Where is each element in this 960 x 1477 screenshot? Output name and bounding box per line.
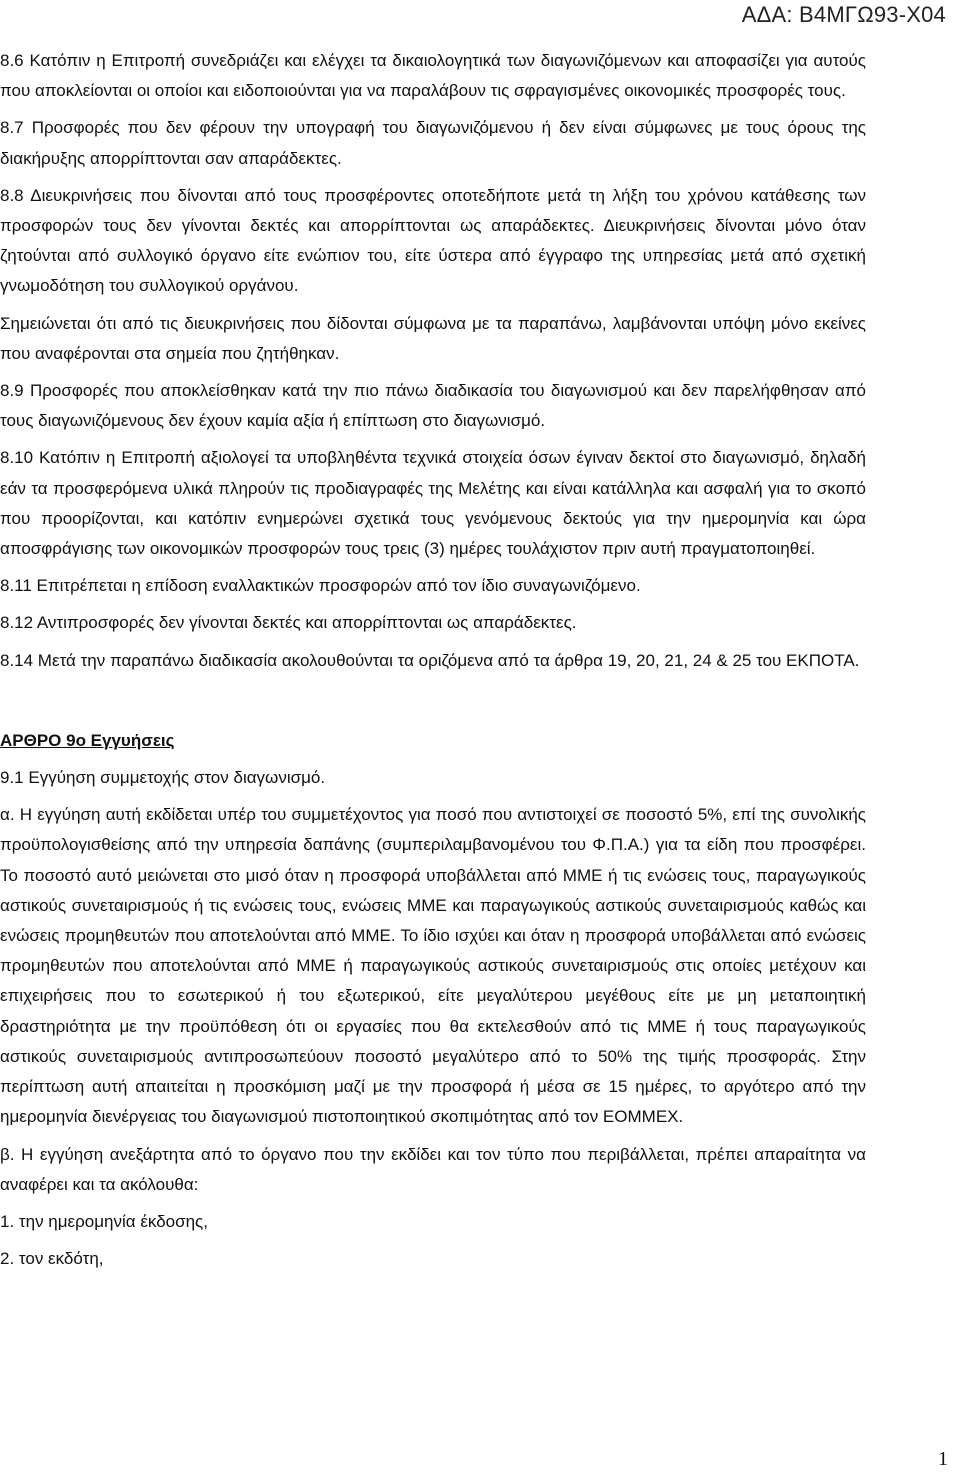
- paragraph-8-12: 8.12 Αντιπροσφορές δεν γίνονται δεκτές και απορρίπτονται ως απαράδεκτες.: [0, 613, 577, 633]
- document-body: [0, 46, 866, 1274]
- list-item-1: 1. την ημερομηνία έκδοσης,: [0, 1211, 208, 1231]
- paragraph-beta: β. Η εγγύηση ανεξάρτητα από το όργανο που την εκδίδει και τον τύπο που περιβάλλεται, πρέπει απαραίτητα να αναφέρει και τα ακόλουθα:: [0, 1144, 866, 1194]
- paragraph-8-8-note: Σημειώνεται ότι από τις διευκρινήσεις που δίδονται σύμφωνα με τα παραπάνω, λαμβάνονται υπόψη μόνο εκείνες που αναφέρονται στα σημεία που ζητήθηκαν.: [0, 313, 866, 363]
- paragraph-8-11: 8.11 Επιτρέπεται η επίδοση εναλλακτικών προσφορών από τον ίδιο συναγωνιζόμενο.: [0, 576, 641, 596]
- paragraph-8-10: 8.10 Κατόπιν η Επιτροπή αξιολογεί τα υποβληθέντα τεχνικά στοιχεία όσων έγιναν δεκτοί στο διαγωνισμό, δηλαδή εάν τα προσφερόμενα υλικά πληρούν τις προδιαγραφές της Μελέτης και είναι κατάλληλα και ασφαλή για το σκοπό που προορίζονται, και κατόπιν ενημερώνει σχετικά τους γενόμενους δεκτούς για την ημερομηνία και ώρα αποσφράγισης των οικονομικών προσφορών τους τρεις (3) ημέρες τουλάχιστον πριν αυτή πραγματοποιηθεί.: [0, 448, 866, 559]
- page-number: 1: [938, 1448, 948, 1470]
- paragraph-8-7: 8.7 Προσφορές που δεν φέρουν την υπογραφή του διαγωνιζόμενου ή δεν είναι σύμφωνες με τους όρους της διακήρυξης απορρίπτονται σαν απαράδεκτες.: [0, 118, 866, 168]
- article-9-heading: ΑΡΘΡΟ 9ο Εγγυήσεις: [0, 730, 175, 750]
- paragraph-alpha: α. Η εγγύηση αυτή εκδίδεται υπέρ του συμμετέχοντος για ποσό που αντιστοιχεί σε ποσοστό 5%, επί της συνολικής προϋπολογισθείσης από την υπηρεσία δαπάνης (συμπεριλαμβανομένου του Φ.Π.Α.) για τα είδη που προσφέρει. Το ποσοστό αυτό μειώνεται στο μισό όταν η προσφορά υποβάλλεται από ΜΜΕ ή τις ενώσεις τους, παραγωγικούς αστικούς συνεταιρισμούς ή τις ενώσεις τους, ενώσεις ΜΜΕ και παραγωγικούς αστικούς συνεταιρισμούς καθώς και ενώσεις προμηθευτών που αποτελούνται από ΜΜΕ. Το ίδιο ισχύει και όταν η προσφορά υποβάλλεται από ενώσεις προμηθευτών που αποτελούνται από ΜΜΕ ή παραγωγικούς αστικούς συνεταιρισμούς στις οποίες μετέχουν και επιχειρήσεις που το εσωτερικού ή του εξωτερικού, είτε μεγαλύτερου μεγέθους είτε με μη μεταποιητική δραστηριότητα με την προϋπόθεση ότι οι εργασίες που θα εκτελεσθούν από τις ΜΜΕ ή τους παραγωγικούς αστικούς συνεταιρισμούς αντιπροσωπεύουν ποσοστό μεγαλύτερο από το 50% της τιμής προσφοράς. Στην περίπτωση αυτή απαιτείται η προσκόμιση μαζί με την προσφορά ή μέσα σε 15 ημέρες, το αργότερο από την ημερομηνία διενέργειας του διαγωνισμού πιστοποιητικού σκοπιμότητας από τον ΕΟΜΜΕΧ.: [0, 805, 866, 1127]
- list-item-2: 2. τον εκδότη,: [0, 1249, 104, 1269]
- paragraph-9-1: 9.1 Εγγύηση συμμετοχής στον διαγωνισμό.: [0, 768, 326, 788]
- paragraph-8-14: 8.14 Μετά την παραπάνω διαδικασία ακολουθούνται τα οριζόμενα από τα άρθρα 19, 20, 21, 24 & 25 του ΕΚΠΟΤΑ.: [0, 650, 860, 670]
- paragraph-8-8: 8.8 Διευκρινήσεις που δίνονται από τους προσφέροντες οποτεδήποτε μετά τη λήξη του χρόνου κατάθεσης των προσφορών τους δεν γίνονται δεκτές και απορρίπτονται ως απαράδεκτες. Διευκρινήσεις δίνονται μόνο όταν ζητούνται από συλλογικό όργανο είτε ενώπιον του, είτε ύστερα από έγγραφο της υπηρεσίας μετά από σχετική γνωμοδότηση του συλλογικού οργάνου.: [0, 185, 866, 296]
- paragraph-8-9: 8.9 Προσφορές που αποκλείσθηκαν κατά την πιο πάνω διαδικασία του διαγωνισμού και δεν παρελήφθησαν από τους διαγωνιζόμενους δεν έχουν καμία αξία ή επίπτωση στο διαγωνισμό.: [0, 381, 866, 431]
- paragraph-8-6: 8.6 Κατόπιν η Επιτροπή συνεδριάζει και ελέγχει τα δικαιολογητικά των διαγωνιζόμενων και αποφασίζει για αυτούς που αποκλείονται οι οποίοι και ειδοποιούνται για να παραλάβουν τις σφραγισμένες οικονομικές προσφορές τους.: [0, 51, 866, 101]
- ada-code: ΑΔΑ: Β4ΜΓΩ93-Χ04: [741, 2, 946, 27]
